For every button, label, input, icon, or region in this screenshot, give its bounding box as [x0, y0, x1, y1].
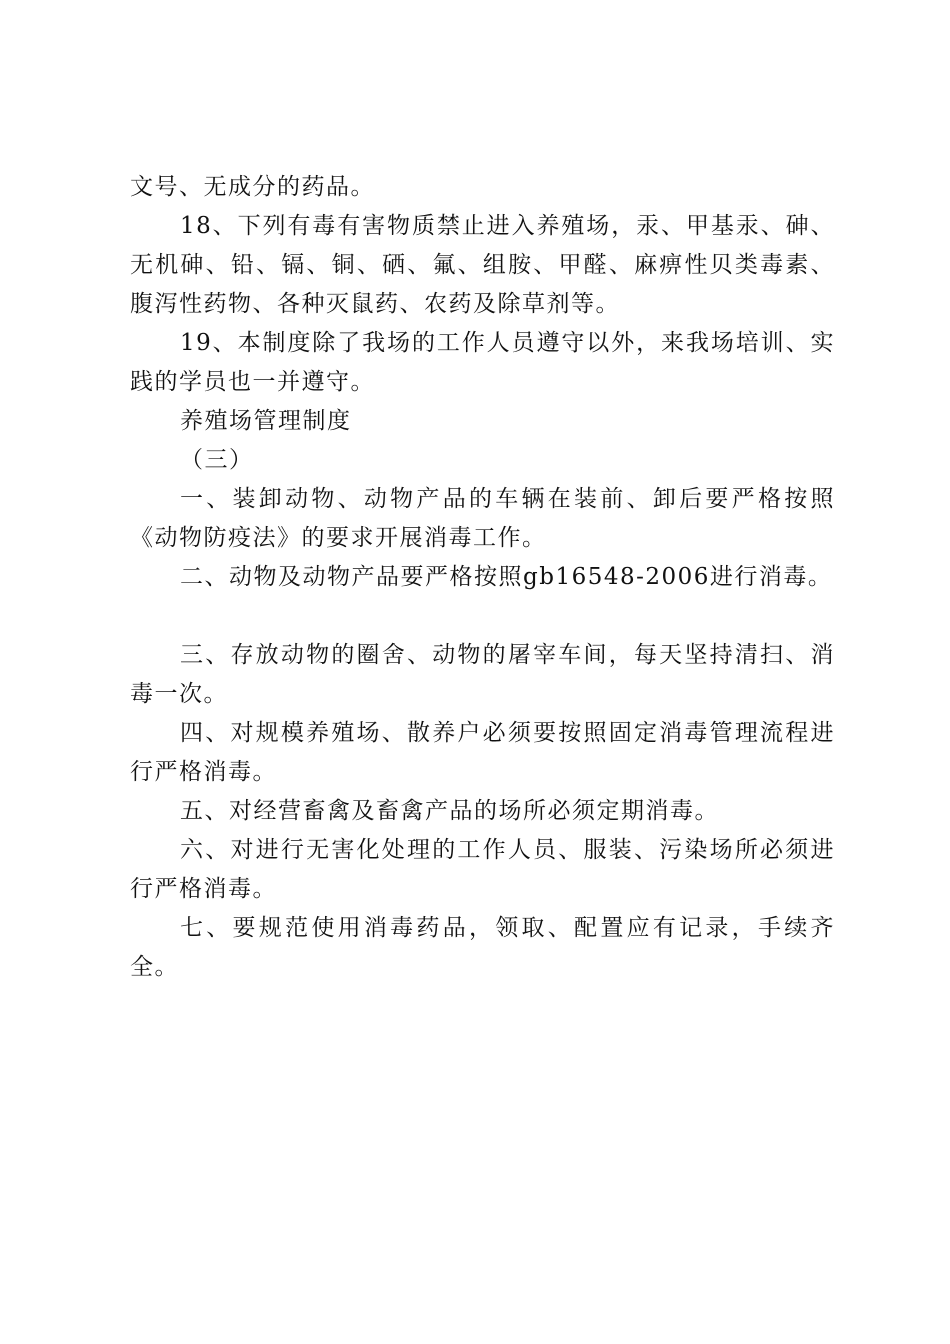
paragraph-rule-7: 七、要规范使用消毒药品，领取、配置应有记录，手续齐全。 — [130, 915, 835, 980]
paragraph-rule-2: 二、动物及动物产品要严格按照gb16548-2006进行消毒。 — [180, 564, 833, 590]
paragraph-continuation: 文号、无成分的药品。 — [130, 174, 375, 200]
paragraph-rule-4: 四、对规模养殖场、散养户必须要按照固定消毒管理流程进行严格消毒。 — [130, 720, 835, 785]
paragraph-rule-6: 六、对进行无害化处理的工作人员、服装、污染场所必须进行严格消毒。 — [130, 837, 835, 902]
blank-line — [130, 597, 835, 636]
paragraph-rule-5: 五、对经营畜禽及畜禽产品的场所必须定期消毒。 — [180, 798, 719, 824]
section-number: （三） — [180, 447, 254, 473]
paragraph-item-19: 19、本制度除了我场的工作人员遵守以外，来我场培训、实践的学员也一并遵守。 — [130, 330, 835, 395]
paragraph-rule-3: 三、存放动物的圈舍、动物的屠宰车间，每天坚持清扫、消毒一次。 — [130, 642, 835, 707]
section-title: 养殖场管理制度 — [180, 408, 352, 434]
paragraph-rule-1: 一、装卸动物、动物产品的车辆在装前、卸后要严格按照《动物防疫法》的要求开展消毒工作。 — [130, 486, 835, 551]
document-body — [130, 168, 835, 987]
paragraph-item-18: 18、下列有毒有害物质禁止进入养殖场，汞、甲基汞、砷、无机砷、铅、镉、铜、硒、氟、组胺、甲醛、麻痹性贝类毒素、腹泻性药物、各种灭鼠药、农药及除草剂等。 — [130, 213, 835, 317]
